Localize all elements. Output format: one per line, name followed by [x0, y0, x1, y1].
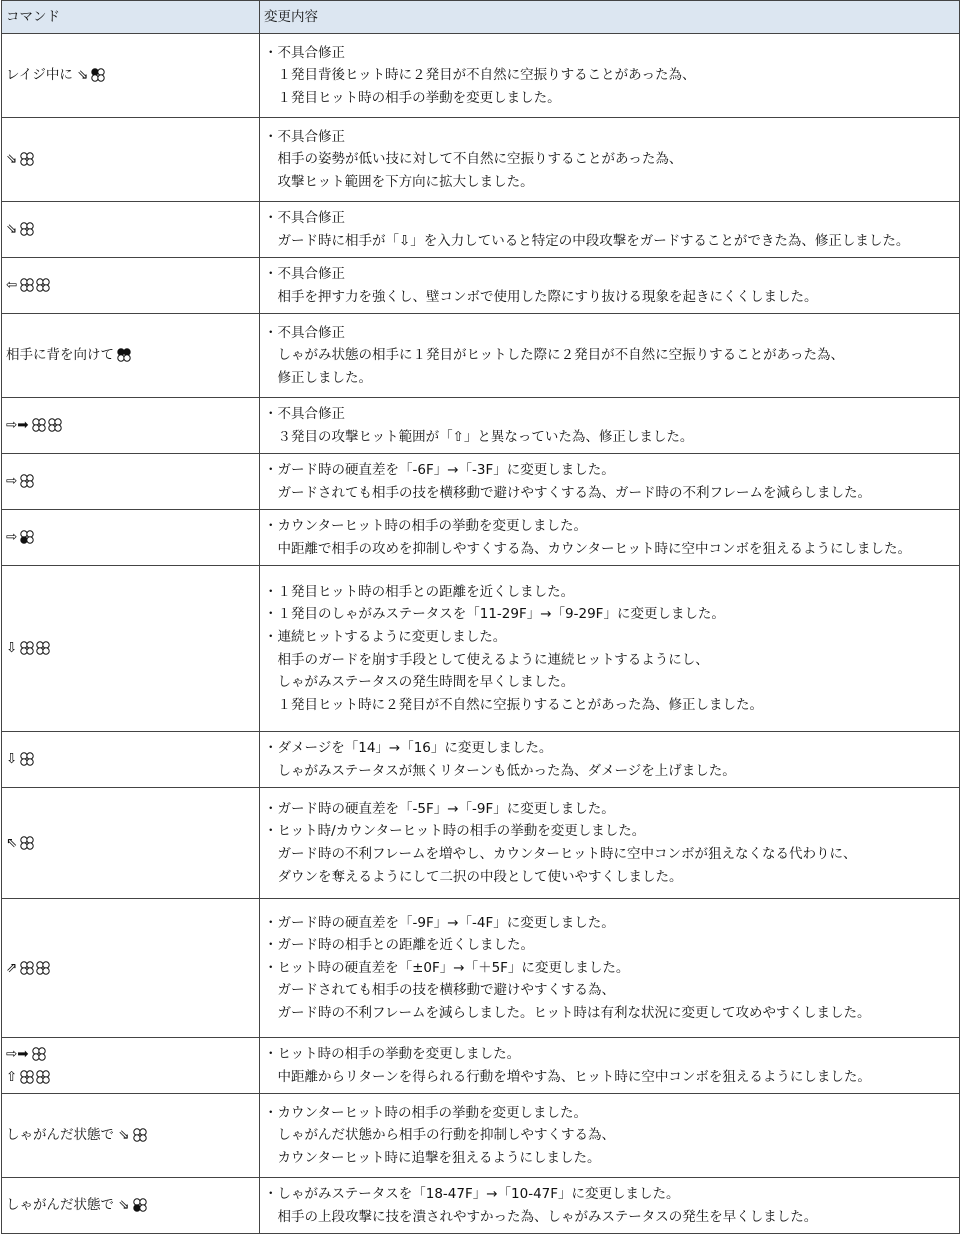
changes-cell	[260, 398, 960, 454]
button-dot	[21, 962, 27, 968]
change-line: ・ダメージを「14」→「16」に変更しました。	[264, 739, 553, 756]
button-notation-icon	[35, 640, 51, 656]
button-dot	[38, 419, 44, 425]
button-icons	[90, 67, 106, 83]
button-notation-icon	[35, 960, 51, 976]
change-line: ガードされても相手の技を横移動で避けやすくする為、ガード時の不利フレームを減らしました。	[264, 484, 871, 501]
change-line: ダウンを奪えるようにして二択の中段として使いやすくしました。	[264, 868, 683, 885]
changes-cell	[260, 1094, 960, 1178]
change-line: ・１発目ヒット時の相手との距離を近くしました。	[264, 583, 575, 600]
button-dot	[48, 425, 54, 431]
button-icons	[31, 417, 63, 433]
button-dot	[21, 475, 27, 481]
command-cell	[2, 34, 260, 118]
change-line: ・連続ヒットするように変更しました。	[264, 628, 507, 645]
button-dot	[37, 968, 43, 974]
button-dot	[27, 753, 33, 759]
button-dot	[27, 229, 33, 235]
command-text: ⇘	[6, 221, 18, 238]
button-dot	[21, 837, 27, 843]
command-cell	[2, 398, 260, 454]
change-line: カウンターヒット時に追撃を狙えるようにしました。	[264, 1149, 601, 1166]
button-icons	[19, 1069, 51, 1085]
changes-cell	[260, 258, 960, 314]
command-cell	[2, 258, 260, 314]
command-text: ⇖	[6, 834, 18, 851]
changes-cell	[260, 454, 960, 510]
change-line: ・しゃがみステータスを「18-47F」→「10-47F」に変更しました。	[264, 1185, 680, 1202]
button-dot	[37, 285, 43, 291]
change-line: しゃがみ状態の相手に１発目がヒットした際に２発目が不自然に空振りすることがあった為、	[264, 347, 844, 364]
button-dot	[37, 1076, 43, 1082]
command-cell	[2, 1094, 260, 1178]
change-line: ・不具合修正	[264, 265, 345, 282]
patch-notes-table	[1, 0, 960, 1234]
button-icons	[132, 1197, 148, 1213]
command-cell	[2, 732, 260, 788]
command-text: 相手に背を向けて	[6, 347, 114, 364]
button-dot	[43, 1076, 49, 1082]
button-dot	[43, 968, 49, 974]
table-row	[2, 34, 960, 118]
changes-cell	[260, 899, 960, 1038]
button-notation-icon	[90, 67, 106, 83]
button-dot	[21, 279, 27, 285]
command-cell	[2, 454, 260, 510]
button-dot	[43, 648, 49, 654]
button-dot	[27, 531, 33, 537]
button-notation-icon	[132, 1197, 148, 1213]
changes-cell	[260, 202, 960, 258]
command-cell	[2, 202, 260, 258]
button-dot	[54, 419, 60, 425]
button-dot	[38, 425, 44, 431]
table-row	[2, 1094, 960, 1178]
command-text: ⇩	[6, 751, 18, 768]
button-icons	[19, 473, 35, 489]
change-line: １発目ヒット時の相手の挙動を変更しました。	[264, 89, 561, 106]
command-cell	[2, 118, 260, 202]
changes-cell	[260, 566, 960, 732]
button-dot	[21, 223, 27, 229]
change-line: ガード時の不利フレームを増やし、カウンターヒット時に空中コンボが狙えなくなる代わりに、	[264, 846, 857, 862]
button-dot	[139, 1135, 145, 1141]
button-notation-icon	[47, 417, 63, 433]
change-line: 相手の姿勢が低い技に対して不自然に空振りすることがあった為、	[264, 151, 683, 168]
command-cell	[2, 1038, 260, 1094]
change-line: 攻撃ヒット範囲を下方向に拡大しました。	[264, 173, 534, 190]
button-dot	[27, 759, 33, 765]
changes-cell	[260, 1038, 960, 1094]
button-dot	[27, 279, 33, 285]
button-dot	[118, 349, 124, 355]
changes-cell	[260, 34, 960, 118]
changes-cell	[260, 732, 960, 788]
button-dot	[124, 349, 130, 355]
change-line: ガード時に相手が「⇩」を入力していると特定の中段攻撃をガードすることができた為、修正しました。	[264, 232, 910, 249]
table-row	[2, 1038, 960, 1094]
button-dot	[21, 1076, 27, 1082]
button-icons	[31, 1046, 47, 1062]
button-dot	[98, 69, 104, 75]
button-notation-icon	[19, 221, 35, 237]
button-dot	[98, 75, 104, 81]
command-text: ⇗	[6, 959, 18, 976]
button-notation-icon	[31, 1046, 47, 1062]
change-line: しゃがんだ状態から相手の行動を抑制しやすくする為、	[264, 1127, 615, 1144]
change-line: 中距離で相手の攻めを抑制しやすくする為、カウンターヒット時に空中コンボを狙えるようにしました。	[264, 540, 912, 557]
button-dot	[92, 69, 98, 75]
change-line: １発目背後ヒット時に２発目が不自然に空振りすることがあった為、	[264, 67, 696, 84]
button-dot	[92, 75, 98, 81]
button-notation-icon	[116, 347, 132, 363]
button-dot	[133, 1129, 139, 1135]
button-dot	[48, 419, 54, 425]
button-dot	[21, 537, 27, 543]
command-text-2: ⇧	[6, 1068, 18, 1085]
button-dot	[27, 159, 33, 165]
command-cell	[2, 314, 260, 398]
button-dot	[21, 229, 27, 235]
table-row	[2, 899, 960, 1038]
command-text: ⇨	[6, 473, 18, 490]
command-cell	[2, 510, 260, 566]
change-line: しゃがみステータスの発生時間を早くしました。	[264, 674, 575, 691]
change-line: ・不具合修正	[264, 324, 345, 341]
button-dot	[37, 1070, 43, 1076]
button-dot	[37, 962, 43, 968]
table-row	[2, 788, 960, 899]
command-cell	[2, 899, 260, 1038]
button-dot	[133, 1135, 139, 1141]
button-dot	[27, 537, 33, 543]
button-notation-icon	[132, 1127, 148, 1143]
button-notation-icon	[31, 417, 47, 433]
button-dot	[27, 843, 33, 849]
button-dot	[43, 285, 49, 291]
header-command: コマンド	[2, 1, 260, 34]
change-line: ・カウンターヒット時の相手の挙動を変更しました。	[264, 517, 588, 534]
change-line: 中距離からリターンを得られる行動を増やす為、ヒット時に空中コンボを狙えるようにしました。	[264, 1068, 871, 1085]
button-dot	[21, 531, 27, 537]
command-text: ⇨	[6, 529, 18, 546]
changes-cell	[260, 118, 960, 202]
button-notation-icon	[19, 277, 35, 293]
change-line: ・不具合修正	[264, 44, 345, 61]
change-line: しゃがみステータスが無くリターンも低かった為、ダメージを上げました。	[264, 762, 736, 779]
button-dot	[27, 1070, 33, 1076]
button-dot	[27, 475, 33, 481]
table-row	[2, 314, 960, 398]
command-cell	[2, 1178, 260, 1234]
button-dot	[27, 648, 33, 654]
button-dot	[37, 648, 43, 654]
button-notation-icon	[19, 960, 35, 976]
button-dot	[21, 759, 27, 765]
button-dot	[43, 279, 49, 285]
change-line: 相手を押す力を強くし、壁コンボで使用した際にすり抜ける現象を起きにくくしました。	[264, 288, 818, 305]
button-dot	[21, 481, 27, 487]
header-changes: 変更内容	[260, 1, 960, 34]
button-dot	[37, 642, 43, 648]
button-notation-icon	[19, 1069, 35, 1085]
button-dot	[21, 753, 27, 759]
button-dot	[43, 1070, 49, 1076]
button-dot	[27, 968, 33, 974]
button-notation-icon	[19, 835, 35, 851]
button-icons	[19, 640, 51, 656]
command-cell	[2, 788, 260, 899]
command-text: ⇨➡	[6, 1045, 29, 1062]
button-notation-icon	[19, 473, 35, 489]
button-notation-icon	[35, 277, 51, 293]
table-row	[2, 258, 960, 314]
change-line: ・ガード時の硬直差を「-9F」→「-4F」に変更しました。	[264, 914, 615, 931]
change-line: ・不具合修正	[264, 405, 345, 422]
change-line: ・１発目のしゃがみステータスを「11-29F」→「9-29F」に変更しました。	[264, 606, 725, 623]
button-dot	[21, 285, 27, 291]
change-line: ・ヒット時/カウンターヒット時の相手の挙動を変更しました。	[264, 823, 646, 840]
table-row	[2, 1178, 960, 1234]
change-line: ・カウンターヒット時の相手の挙動を変更しました。	[264, 1104, 588, 1121]
command-text: ⇨➡	[6, 417, 29, 434]
button-dot	[133, 1199, 139, 1205]
button-dot	[27, 285, 33, 291]
button-dot	[124, 355, 130, 361]
button-icons	[116, 347, 132, 363]
button-notation-icon	[19, 529, 35, 545]
button-dot	[21, 1070, 27, 1076]
change-line: ・ガード時の硬直差を「-6F」→「-3F」に変更しました。	[264, 461, 615, 478]
change-line: 相手の上段攻撃に技を潰されやすかった為、しゃがみステータスの発生を早くしました。	[264, 1208, 818, 1225]
button-dot	[133, 1205, 139, 1211]
button-dot	[27, 837, 33, 843]
button-icons	[19, 529, 35, 545]
button-dot	[32, 419, 38, 425]
button-icons	[19, 221, 35, 237]
button-dot	[32, 1048, 38, 1054]
button-dot	[21, 968, 27, 974]
button-notation-icon	[19, 151, 35, 167]
button-icons	[19, 751, 35, 767]
button-dot	[37, 279, 43, 285]
command-text: しゃがんだ状態で ⇘	[6, 1197, 130, 1214]
table-row	[2, 398, 960, 454]
button-dot	[38, 1054, 44, 1060]
button-notation-icon	[35, 1069, 51, 1085]
button-notation-icon	[19, 640, 35, 656]
button-dot	[27, 642, 33, 648]
changes-cell	[260, 1178, 960, 1234]
changes-cell	[260, 788, 960, 899]
button-dot	[139, 1199, 145, 1205]
table-row	[2, 732, 960, 788]
button-dot	[21, 153, 27, 159]
change-line: ガード時の不利フレームを減らしました。ヒット時は有利な状況に変更して攻めやすくしました。	[264, 1004, 871, 1021]
changes-cell	[260, 314, 960, 398]
button-icons	[19, 151, 35, 167]
change-line: 相手のガードを崩す手段として使えるように連続ヒットするようにし、	[264, 651, 709, 668]
command-text: しゃがんだ状態で ⇘	[6, 1127, 130, 1144]
button-icons	[132, 1127, 148, 1143]
command-text: ⇦	[6, 277, 18, 294]
header-row	[2, 1, 960, 34]
button-dot	[118, 355, 124, 361]
button-dot	[27, 481, 33, 487]
change-line: ・ガード時の相手との距離を近くしました。	[264, 937, 534, 954]
command-text: レイジ中に ⇘	[6, 67, 89, 84]
button-dot	[139, 1205, 145, 1211]
change-line: ・不具合修正	[264, 209, 345, 226]
button-dot	[21, 642, 27, 648]
command-text: ⇘	[6, 151, 18, 168]
button-dot	[32, 425, 38, 431]
change-line: ・ヒット時の相手の挙動を変更しました。	[264, 1045, 521, 1062]
change-line: 修正しました。	[264, 369, 372, 386]
button-dot	[38, 1048, 44, 1054]
button-dot	[27, 223, 33, 229]
button-dot	[21, 648, 27, 654]
button-icons	[19, 960, 51, 976]
button-dot	[43, 962, 49, 968]
table-row	[2, 118, 960, 202]
changes-cell	[260, 510, 960, 566]
table-row	[2, 202, 960, 258]
button-notation-icon	[19, 751, 35, 767]
button-dot	[27, 1076, 33, 1082]
button-dot	[32, 1054, 38, 1060]
change-line: ・不具合修正	[264, 128, 345, 145]
command-cell	[2, 566, 260, 732]
change-line: ３発目の攻撃ヒット範囲が「⇧」と異なっていた為、修正しました。	[264, 428, 694, 445]
table-row	[2, 454, 960, 510]
button-dot	[27, 153, 33, 159]
button-dot	[27, 962, 33, 968]
table-row	[2, 566, 960, 732]
button-dot	[43, 642, 49, 648]
table-row	[2, 510, 960, 566]
button-icons	[19, 835, 35, 851]
change-line: １発目ヒット時に２発目が不自然に空振りすることがあった為、修正しました。	[264, 696, 763, 713]
change-line: ガードされても相手の技を横移動で避けやすくする為、	[264, 982, 615, 999]
command-text: ⇩	[6, 640, 18, 657]
button-icons	[19, 277, 51, 293]
change-line: ・ガード時の硬直差を「-5F」→「-9F」に変更しました。	[264, 800, 615, 817]
button-dot	[139, 1129, 145, 1135]
button-dot	[21, 159, 27, 165]
change-line: ・ヒット時の硬直差を「±0F」→「＋5F」に変更しました。	[264, 959, 630, 976]
button-dot	[21, 843, 27, 849]
button-dot	[54, 425, 60, 431]
